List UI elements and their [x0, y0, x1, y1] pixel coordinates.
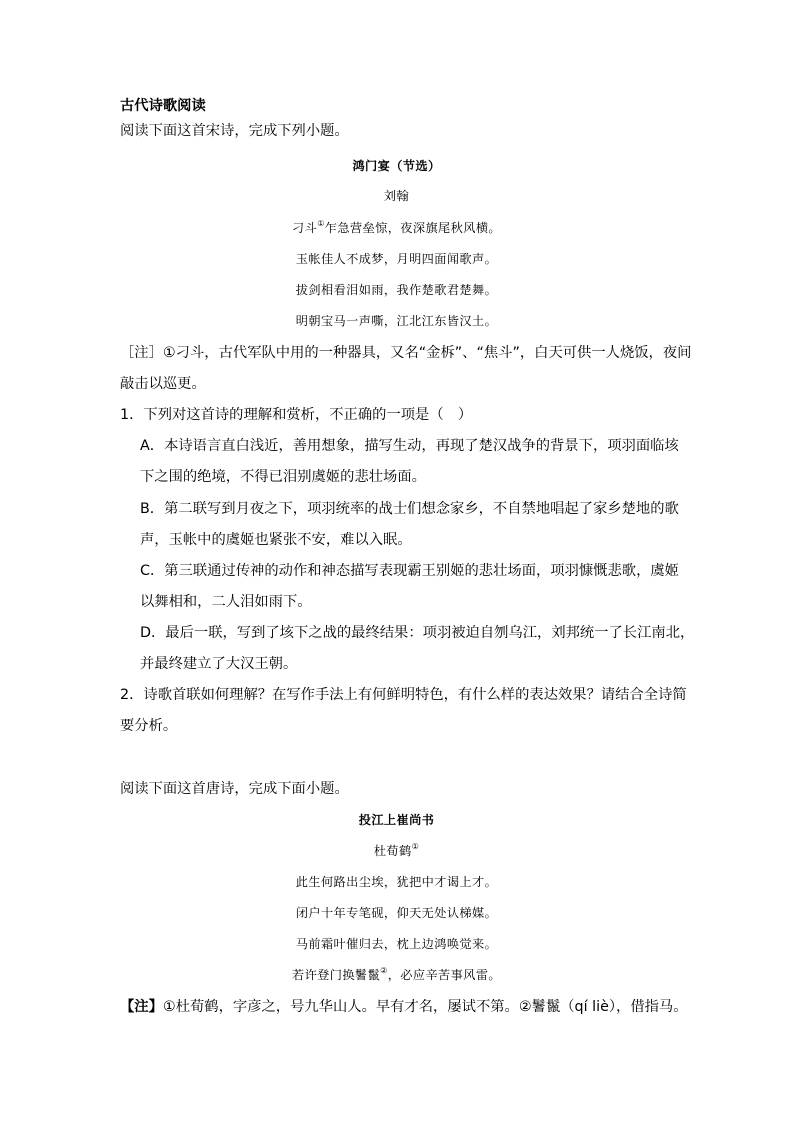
poem1-title: 鸿门宴（节选） [352, 159, 441, 173]
poem1-note-line: 敲击以巡更。 [120, 376, 206, 392]
footnote-marker: ② [380, 966, 388, 975]
option-c-continued: 以舞相和，二人泪如雨下。 [140, 594, 312, 610]
poem1-line-text: 刁斗 [292, 221, 318, 235]
question-1-stem: 1．下列对这首诗的理解和赏析，不正确的一项是（ ） [120, 407, 473, 423]
poem1-line: 玉帐佳人不成梦，月明四面闻歌声。 [295, 252, 498, 266]
poem2-author-name: 杜荀鹤 [373, 844, 412, 858]
option-c: C．第三联通过传神的动作和神态描写表现霸王别姬的悲壮场面，项羽慷慨悲歌，虞姬 [140, 563, 679, 579]
note-text: ①杜荀鹤，字彦之，号九华山人。早有才名，屡试不第。②鬐鬣（qí liè），借指马。 [162, 999, 688, 1015]
poem1-author: 刘翰 [383, 189, 410, 203]
passage2-intro: 阅读下面这首唐诗，完成下面小题。 [120, 781, 349, 797]
poem2-line: 马前霜叶催归去，枕上边鸿唤觉来。 [295, 937, 498, 951]
poem1-line: 拔剑相看泪如雨，我作楚歌君楚舞。 [295, 283, 498, 297]
option-a: A．本诗语言直白浅近，善用想象，描写生动，再现了楚汉战争的背景下，项羽面临垓 [140, 438, 679, 454]
poem2-line-text: ，必应辛苦事风雷。 [387, 968, 501, 982]
footnote-marker: ① [411, 842, 420, 851]
poem2-note [120, 997, 688, 1017]
option-a-continued: 下之围的绝境，不得已泪别虞姬的悲壮场面。 [140, 469, 426, 485]
poem1-line [0, 218, 793, 238]
question-2-stem-continued: 要分析。 [120, 718, 178, 734]
poem1-note-line: ［注］①刁斗，古代军队中用的一种器具，又名“金柝”、“焦斗”，白天可供一人烧饭，夜间 [120, 345, 692, 361]
question-2-stem: 2．诗歌首联如何理解？在写作手法上有何鲜明特色，有什么样的表达效果？请结合全诗简 [120, 687, 687, 703]
poem2-line-text: 若许登门换鬐鬣 [292, 968, 381, 982]
footnote-marker: ① [317, 219, 325, 228]
poem2-author [0, 841, 793, 861]
poem2-title: 投江上崔尚书 [358, 813, 435, 827]
poem2-line [0, 965, 793, 985]
note-bracket-label: 【注】 [120, 999, 163, 1015]
poem2-line: 此生何路出尘埃，犹把中才谒上才。 [295, 875, 498, 889]
section-title: 古代诗歌阅读 [120, 98, 206, 114]
poem1-line-text: 乍急营垒惊，夜深旗尾秋风横。 [324, 221, 501, 235]
option-d-continued: 并最终建立了大汉王朝。 [140, 656, 298, 672]
option-b: B．第二联写到月夜之下，项羽统率的战士们想念家乡，不自禁地唱起了家乡楚地的歌 [140, 501, 679, 517]
poem2-line: 闭户十年专笔砚，仰天无处认梯媒。 [295, 906, 498, 920]
option-d: D．最后一联，写到了垓下之战的最终结果：项羽被迫自刎乌江，刘邦统一了长江南北， [140, 625, 695, 641]
option-b-continued: 声，玉帐中的虞姬也紧张不安，难以入眠。 [140, 532, 412, 548]
poem1-line: 明朝宝马一声嘶，江北江东皆汉土。 [295, 314, 498, 328]
passage1-intro: 阅读下面这首宋诗，完成下列小题。 [120, 123, 349, 139]
